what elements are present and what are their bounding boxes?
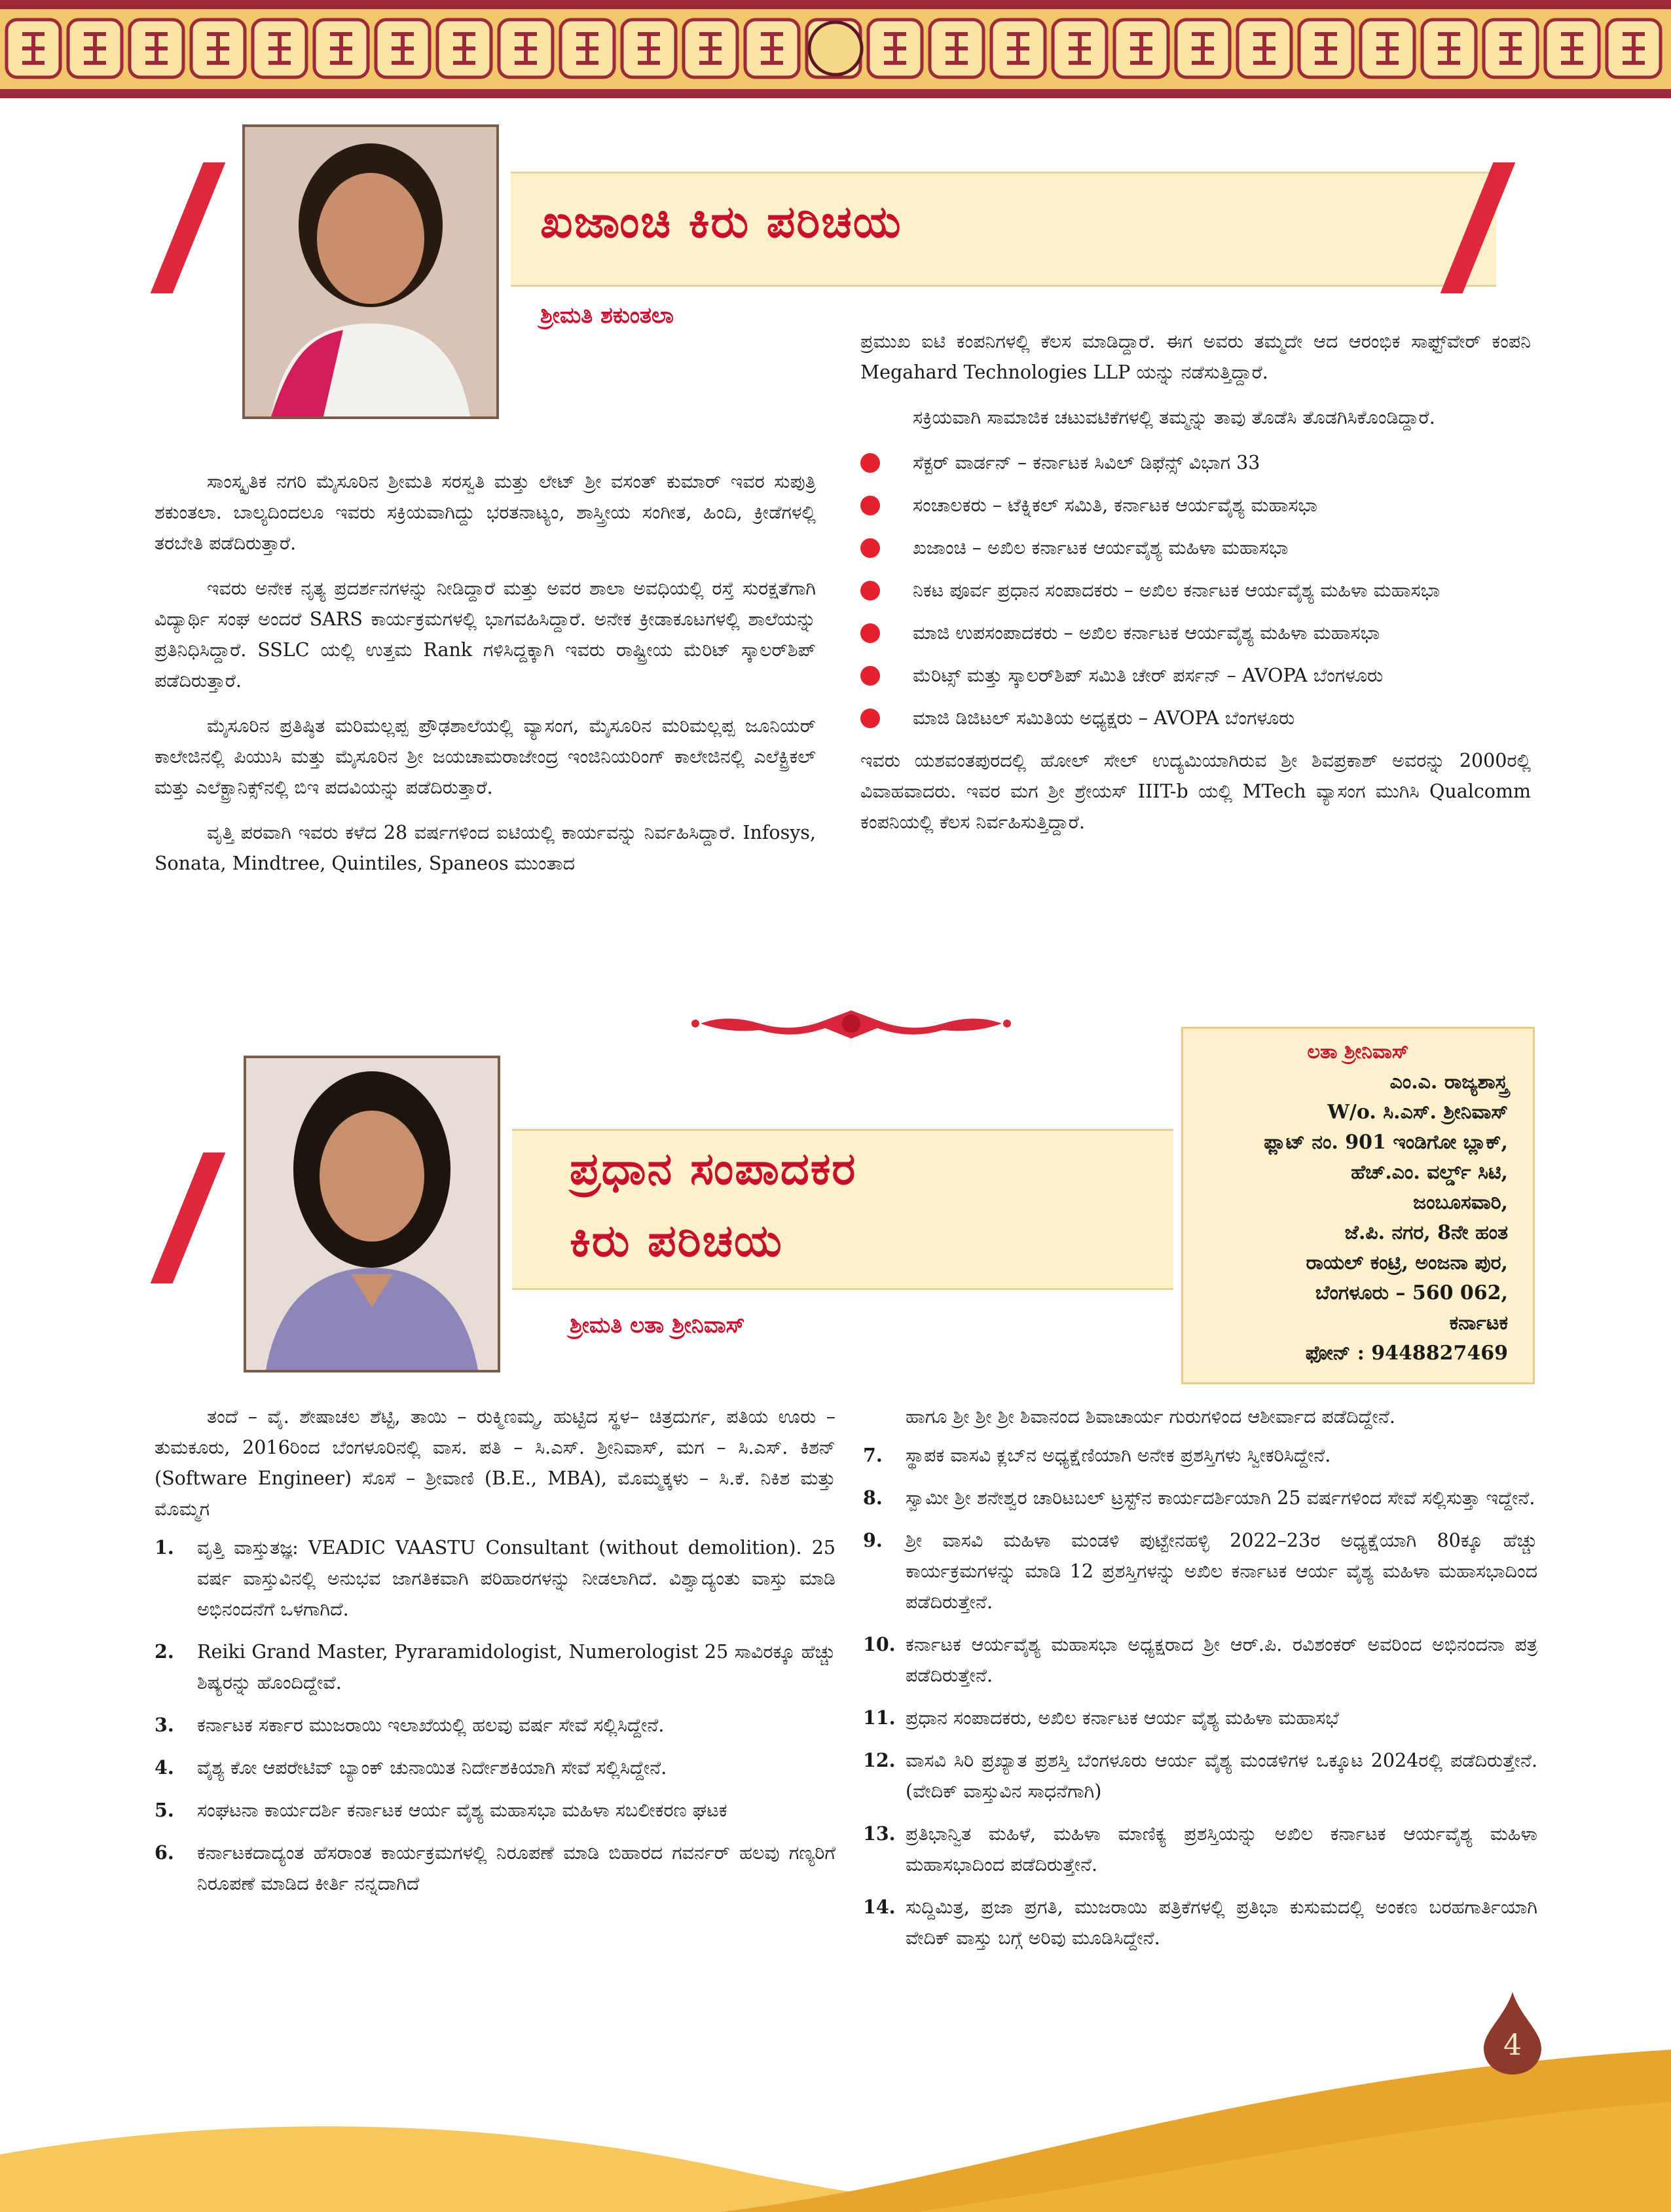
- paragraph: ಇವರು ಅನೇಕ ನೃತ್ಯ ಪ್ರದರ್ಶನಗಳನ್ನು ನೀಡಿದ್ದಾರೆ ಮತ್ತು ಅವರ ಶಾಲಾ ಅವಧಿಯಲ್ಲಿ ರಸ್ತೆ ಸುರಕ್ಷತೆಗಾಗಿ ವಿದ್ಯಾರ್ಥಿ ಸಂಘ ಅಂದರೆ SARS ಕಾರ್ಯಕ್ರಮಗಳಲ್ಲಿ ಭಾಗವಹಿಸಿದ್ದಾರೆ. ಅನೇಕ ಕ್ರೀಡಾಕೂಟಗಳಲ್ಲಿ ಶಾಲೆಯನ್ನು ಪ್ರತಿನಿಧಿಸಿದ್ದಾರೆ. SSLC ಯಲ್ಲಿ ಉತ್ತಮ Rank ಗಳಿಸಿದ್ದಕ್ಕಾಗಿ ಇವರು ರಾಷ್ಟ್ರೀಯ ಮೆರಿಟ್ ಸ್ಕಾಲರ್‌ಶಿಪ್ ಪಡೆದಿರುತ್ತಾರೆ.: [155, 578, 816, 691]
- address-name: ಲತಾ ಶ್ರೀನಿವಾಸ್: [1307, 1041, 1409, 1063]
- bullet-icon: [860, 623, 880, 643]
- border-tile-icon: [1484, 20, 1537, 77]
- bullet-icon: [860, 581, 880, 600]
- list-item: 4. ವೈಶ್ಯ ಕೋ ಆಪರೇಟಿವ್ ಬ್ಯಾಂಕ್ ಚುನಾಯಿತ ನಿರ್ದೇಶಕಿಯಾಗಿ ಸೇವೆ ಸಲ್ಲಿಸಿದ್ದೇನೆ.: [155, 1756, 667, 1779]
- border-tile-icon: [1238, 20, 1291, 77]
- border-tile-icon: [68, 20, 122, 77]
- paragraph: ಸಾಂಸ್ಕೃತಿಕ ನಗರಿ ಮೈಸೂರಿನ ಶ್ರೀಮತಿ ಸರಸ್ವತಿ ಮತ್ತು ಲೇಟ್ ಶ್ರೀ ವಸಂತ್ ಕುಮಾರ್ ಇವರ ಸುಪುತ್ರಿ ಶಕುಂತಲಾ. ಬಾಲ್ಯದಿಂದಲೂ ಇವರು ಸಕ್ರಿಯವಾಗಿದ್ದು ಭರತನಾಟ್ಯಂ, ಶಾಸ್ತ್ರೀಯ ಸಂಗೀತ, ಹಿಂದಿ, ಕ್ರೀಡೆಗಳಲ್ಲಿ ತರಬೇತಿ ಪಡೆದಿರುತ್ತಾರೆ.: [155, 471, 816, 554]
- section1-left-column: [155, 466, 816, 893]
- address-line: ಹೆಚ್.ಎಂ. ವರ್ಲ್ಡ್ ಸಿಟಿ,: [1351, 1161, 1508, 1184]
- border-tile-icon: [7, 20, 60, 77]
- list-item: ಮೆರಿಟ್ಸ್ ಮತ್ತು ಸ್ಕಾಲರ್‌ಶಿಪ್ ಸಮಿತಿ ಚೇರ್ ಪರ್ಸನ್ – AVOPA ಬೆಂಗಳೂರು: [860, 660, 1531, 691]
- list-item: 13. ಪ್ರತಿಭಾನ್ವಿತ ಮಹಿಳೆ, ಮಹಿಳಾ ಮಾಣಿಕ್ಯ ಪ್ರಶಸ್ತಿಯನ್ನು ಅಖಿಲ ಕರ್ನಾಟಕ ಆರ್ಯವೈಶ್ಯ ಮಹಿಳಾ ಮಹಾಸಭಾದಿಂದ ಪಡೆದಿರುತ್ತೇನೆ.: [863, 1822, 1537, 1875]
- closing-paragraph: ಇವರು ಯಶವಂತಪುರದಲ್ಲಿ ಹೋಲ್ ಸೇಲ್ ಉದ್ಯಮಿಯಾಗಿರುವ ಶ್ರೀ ಶಿವಪ್ರಕಾಶ್ ಅವರನ್ನು 2000ರಲ್ಲಿ ವಿವಾಹವಾದರು. ಇವರ ಮಗ ಶ್ರೀ ಶ್ರೇಯಸ್ IIIT-b ಯಲ್ಲಿ MTech ವ್ಯಾಸಂಗ ಮುಗಿಸಿ Qualcomm ಕಂಪನಿಯಲ್ಲಿ ಕೆಲಸ ನಿರ್ವಹಿಸುತ್ತಿದ್ದಾರೆ.: [860, 750, 1531, 833]
- section1-byline: ಶ್ರೀಮತಿ ಶಕುಂತಲಾ: [540, 303, 674, 329]
- border-tile-icon: [622, 20, 676, 77]
- border-tile-icon: [1176, 20, 1230, 77]
- list-item: 2. Reiki Grand Master, Pyraramidologist, Numerologist 25 ಸಾವಿರಕ್ಕೂ ಹೆಚ್ಚು ಶಿಷ್ಯರನ್ನು ಹೊಂದಿದ್ದೇವೆ.: [155, 1640, 836, 1693]
- address-line: ಜೆ.ಪಿ. ನಗರ, 8ನೇ ಹಂತ: [1344, 1221, 1508, 1244]
- pattern-border: [0, 14, 1671, 86]
- border-tile-icon: [253, 20, 306, 77]
- list-item: 12. ವಾಸವಿ ಸಿರಿ ಪ್ರಖ್ಯಾತ ಪ್ರಶಸ್ತಿ ಬೆಂಗಳೂರು ಆರ್ಯ ವೈಶ್ಯ ಮಂಡಳಿಗಳ ಒಕ್ಕೂಟ 2024ರಲ್ಲಿ ಪಡೆದಿರುತ್ತೇನೆ. (ವೇದಿಕ್ ವಾಸ್ತುವಿನ ಸಾಧನೆಗಾಗಿ): [863, 1749, 1537, 1802]
- list-item: ಮಾಜಿ ಉಪಸಂಪಾದಕರು – ಅಖಿಲ ಕರ್ನಾಟಕ ಆರ್ಯವೈಶ್ಯ ಮಹಿಳಾ ಮಹಾಸಭಾ: [860, 618, 1531, 648]
- paragraph: ಸಕ್ರಿಯವಾಗಿ ಸಾಮಾಜಿಕ ಚಟುವಟಿಕೆಗಳಲ್ಲಿ ತಮ್ಮನ್ನು ತಾವು ತೊಡೆಸಿ ತೊಡಗಿಸಿಕೊಂಡಿದ್ದಾರೆ.: [913, 407, 1435, 428]
- list-item: 7. ಸ್ಥಾಪಕ ವಾಸವಿ ಕ್ಲಬ್‌ನ ಅಧ್ಯಕ್ಷೆಣಿಯಾಗಿ ಅನೇಕ ಪ್ರಶಸ್ತಿಗಳು ಸ್ವೀಕರಿಸಿದ್ದೇನೆ.: [863, 1444, 1331, 1466]
- section2-title-line1: ಪ್ರಧಾನ ಸಂಪಾದಕರ: [570, 1143, 857, 1195]
- list-item: 14. ಸುದ್ದಿಮಿತ್ರ, ಪ್ರಜಾ ಪ್ರಗತಿ, ಮುಜರಾಯಿ ಪತ್ರಿಕೆಗಳಲ್ಲಿ ಪ್ರತಿಭಾ ಕುಸುಮದಲ್ಲಿ ಅಂಕಣ ಬರಹಗಾರ್ತಿಯಾಗಿ ವೇದಿಕ್ ವಾಸ್ತು ಬಗ್ಗೆ ಅರಿವು ಮೂಡಿಸಿದ್ದೇನೆ.: [863, 1896, 1537, 1949]
- border-tile-icon: [1299, 20, 1353, 77]
- list-item: ಸೆಕ್ಟರ್ ವಾರ್ಡನ್ – ಕರ್ನಾಟಕ ಸಿವಿಲ್ ಡಿಫೆನ್ಸ್ ವಿಭಾಗ 33: [860, 447, 1531, 478]
- address-box: [1181, 1027, 1535, 1384]
- address-line: ಫ್ಲಾಟ್ ನಂ. 901 ಇಂಡಿಗೋ ಬ್ಲಾಕ್,: [1264, 1131, 1508, 1154]
- border-tile-icon: [991, 20, 1045, 77]
- border-tile-icon: [1114, 20, 1168, 77]
- border-tile-icon: [684, 20, 737, 77]
- shakuntala-photo: [242, 124, 499, 419]
- border-tile-icon: [130, 20, 183, 77]
- list-item: ನಿಕಟ ಪೂರ್ವ ಪ್ರಧಾನ ಸಂಪಾದಕರು – ಅಖಿಲ ಕರ್ನಾಟಕ ಆರ್ಯವೈಶ್ಯ ಮಹಿಳಾ ಮಹಾಸಭಾ: [860, 575, 1531, 606]
- heading-slash-left: [151, 162, 226, 293]
- address-phone: ಫೋನ್ : 9448827469: [1305, 1342, 1508, 1365]
- border-tile-icon: [499, 20, 553, 77]
- list-item: 6. ಕರ್ನಾಟಕದಾದ್ಯಂತ ಹೆಸರಾಂತ ಕಾರ್ಯಕ್ರಮಗಳಲ್ಲಿ ನಿರೂಪಣೆ ಮಾಡಿ ಬಿಹಾರದ ಗವರ್ನರ್ ಹಲವು ಗಣ್ಯರಿಗೆ ನಿರೂಪಣೆ ಮಾಡಿದ ಕೀರ್ತಿ ನನ್ನದಾಗಿದೆ: [155, 1841, 836, 1894]
- section2-left-column: [155, 1401, 836, 1911]
- bullet-icon: [860, 709, 880, 728]
- border-tile-icon: [1422, 20, 1476, 77]
- list-item: ಮಾಜಿ ಡಿಜಿಟಲ್ ಸಮಿತಿಯ ಅಧ್ಯಕ್ಷರು – AVOPA ಬೆಂಗಳೂರು: [860, 703, 1531, 733]
- border-tile-icon: [1361, 20, 1414, 77]
- page-number: 4: [1503, 2029, 1522, 2062]
- address-line: W/o. ಸಿ.ಎಸ್. ಶ್ರೀನಿವಾಸ್: [1327, 1101, 1508, 1124]
- address-line: ಕರ್ನಾಟಕ: [1449, 1312, 1508, 1335]
- continued-text: ಹಾಗೂ ಶ್ರೀ ಶ್ರೀ ಶ್ರೀ ಶಿವಾನಂದ ಶಿವಾಚಾರ್ಯ ಗುರುಗಳಿಂದ ಆಶೀರ್ವಾದ ಪಡೆದಿದ್ದೇನೆ.: [906, 1406, 1395, 1428]
- bullet-icon: [860, 538, 880, 558]
- bullet-icon: [860, 453, 880, 473]
- list-item: 10. ಕರ್ನಾಟಕ ಆರ್ಯವೈಶ್ಯ ಮಹಾಸಭಾ ಅಧ್ಯಕ್ಷರಾದ ಶ್ರೀ ಆರ್.ಪಿ. ರವಿಶಂಕರ್ ಅವರಿಂದ ಅಭಿನಂದನಾ ಪತ್ರ ಪಡೆದಿರುತ್ತೇನೆ.: [863, 1633, 1537, 1686]
- achievements-list-left: [155, 1532, 836, 1899]
- om-emblem-icon: [809, 22, 862, 75]
- border-tile-icon: [1053, 20, 1107, 77]
- list-item: 11. ಪ್ರಧಾನ ಸಂಪಾದಕರು, ಅಖಿಲ ಕರ್ನಾಟಕ ಆರ್ಯ ವೈಶ್ಯ ಮಹಿಳಾ ಮಹಾಸಭೆ: [863, 1706, 1339, 1729]
- address-line: ರಾಯಲ್ ಕಂಟ್ರಿ, ಅಂಜನಾ ಪುರ,: [1306, 1251, 1508, 1274]
- list-item: ಸಂಚಾಲಕರು – ಟೆಕ್ನಿಕಲ್ ಸಮಿತಿ, ಕರ್ನಾಟಕ ಆರ್ಯವೈಶ್ಯ ಮಹಾಸಭಾ: [860, 490, 1531, 521]
- border-tile-icon: [930, 20, 983, 77]
- bullet-icon: [860, 496, 880, 515]
- section2-title-line2: ಕಿರು ಪರಿಚಯ: [570, 1215, 783, 1267]
- section1-right-column: [860, 326, 1531, 852]
- achievements-list-right: [863, 1440, 1537, 1953]
- address-line: ಬೆಂಗಳೂರು – 560 062,: [1315, 1281, 1508, 1304]
- latha-photo: [244, 1056, 500, 1373]
- section2-right-column: [863, 1401, 1537, 1965]
- border-tile-icon: [1607, 20, 1661, 77]
- heading-slash-left: [151, 1152, 226, 1283]
- top-border: [0, 0, 1671, 98]
- border-tile-icon: [376, 20, 430, 77]
- section2-byline: ಶ್ರೀಮತಿ ಲತಾ ಶ್ರೀನಿವಾಸ್: [570, 1312, 745, 1338]
- page-number-badge: [1481, 1991, 1544, 2076]
- paragraph: ವೃತ್ತಿ ಪರವಾಗಿ ಇವರು ಕಳೆದ 28 ವರ್ಷಗಳಿಂದ ಐಟಿಯಲ್ಲಿ ಕಾರ್ಯವನ್ನು ನಿರ್ವಹಿಸಿದ್ದಾರೆ. Infosys, Sonata, Mindtree, Quintiles, Spaneos ಮುಂತಾದ: [155, 822, 816, 874]
- paragraph: ಮೈಸೂರಿನ ಪ್ರತಿಷ್ಠಿತ ಮರಿಮಲ್ಲಪ್ಪ ಪ್ರೌಢಶಾಲೆಯಲ್ಲಿ ವ್ಯಾಸಂಗ, ಮೈಸೂರಿನ ಮರಿಮಲ್ಲಪ್ಪ ಜೂನಿಯರ್ ಕಾಲೇಜಿನಲ್ಲಿ ಪಿಯುಸಿ ಮತ್ತು ಮೈಸೂರಿನ ಶ್ರೀ ಜಯಚಾಮರಾಜೇಂದ್ರ ಇಂಜಿನಿಯರಿಂಗ್ ಕಾಲೇಜಿನಲ್ಲಿ ಎಲೆಕ್ಟ್ರಿಕಲ್ ಮತ್ತು ಎಲೆಕ್ಟ್ರಾನಿಕ್ಸ್‌ನಲ್ಲಿ ಬಿಇ ಪದವಿಯನ್ನು ಪಡೆದಿರುತ್ತಾರೆ.: [155, 715, 816, 798]
- list-item: 9. ಶ್ರೀ ವಾಸವಿ ಮಹಿಳಾ ಮಂಡಳಿ ಪುಟ್ಟೇನಹಳ್ಳಿ 2022–23ರ ಅಧ್ಯಕ್ಷೆಯಾಗಿ 80ಕ್ಕೂ ಹೆಚ್ಚು ಕಾರ್ಯಕ್ರಮಗಳನ್ನು ಮಾಡಿ 12 ಪ್ರಶಸ್ತಿಗಳನ್ನು ಅಖಿಲ ಕರ್ನಾಟಕ ಆರ್ಯ ವೈಶ್ಯ ಮಹಿಳಾ ಮಹಾಸಭಾದಿಂದ ಪಡೆದಿರುತ್ತೇನೆ.: [863, 1529, 1537, 1613]
- border-tile-icon: [1545, 20, 1599, 77]
- bullet-icon: [860, 666, 880, 686]
- border-tile-icon: [191, 20, 245, 77]
- ornament-divider-icon: [688, 1001, 1015, 1046]
- border-tile-icon: [560, 20, 614, 77]
- list-item: 3. ಕರ್ನಾಟಕ ಸರ್ಕಾರ ಮುಜರಾಯಿ ಇಲಾಖೆಯಲ್ಲಿ ಹಲವು ವರ್ಷ ಸೇವೆ ಸಲ್ಲಿಸಿದ್ದೇನೆ.: [155, 1714, 665, 1736]
- intro-paragraph: ತಂದೆ – ವೈ. ಶೇಷಾಚಲ ಶೆಟ್ಟಿ, ತಾಯಿ – ರುಕ್ಮಿಣಮ್ಮ, ಹುಟ್ಟಿದ ಸ್ಥಳ– ಚಿತ್ರದುರ್ಗ, ಪತಿಯ ಊರು – ತುಮಕೂರು, 2016ರಿಂದ ಬೆಂಗಳೂರಿನಲ್ಲಿ ವಾಸ. ಪತಿ – ಸಿ.ಎಸ್. ಶ್ರೀನಿವಾಸ್, ಮಗ – ಸಿ.ಎಸ್. ಕಿಶನ್ (Software Engineer) ಸೊಸೆ – ಶ್ರೀವಾಣಿ (B.E., MBA), ಮೊಮ್ಮಕ್ಕಳು – ಸಿ.ಕೆ. ನಿಕಿಶ ಮತ್ತು ಮೊಮ್ಮಗ: [155, 1406, 836, 1520]
- roles-list: [860, 447, 1531, 733]
- paragraph: ಪ್ರಮುಖ ಐಟಿ ಕಂಪನಿಗಳಲ್ಲಿ ಕೆಲಸ ಮಾಡಿದ್ದಾರೆ. ಈಗ ಅವರು ತಮ್ಮದೇ ಆದ ಆರಂಭಿಕ ಸಾಫ್ಟ್‌ವೇರ್ ಕಂಪನಿ Megahard Technologies LLP ಯನ್ನು ನಡೆಸುತ್ತಿದ್ದಾರೆ.: [860, 331, 1531, 383]
- border-tile-icon: [868, 20, 922, 77]
- border-tile-icon: [745, 20, 799, 77]
- list-item: 1. ವೃತ್ತಿ ವಾಸ್ತುತಜ್ಞ: VEADIC VAASTU Consultant (without demolition). 25 ವರ್ಷ ವಾಸ್ತುವಿನಲ್ಲಿ ಅನುಭವ ಜಾಗತಿಕವಾಗಿ ಪರಿಹಾರಗಳನ್ನು ನೀಡಲಾಗಿದೆ. ವಿಶ್ವಾದ್ಯಂತು ವಾಸ್ತು ಮಾಡಿ ಅಭಿನಂದನೆಗೆ ಒಳಗಾಗಿದೆ.: [155, 1536, 836, 1620]
- section1-title: ಖಜಾಂಚಿ ಕಿರು ಪರಿಚಯ: [540, 196, 902, 248]
- list-item: 5. ಸಂಘಟನಾ ಕಾರ್ಯದರ್ಶಿ ಕರ್ನಾಟಕ ಆರ್ಯ ವೈಶ್ಯ ಮಹಾಸಭಾ ಮಹಿಳಾ ಸಬಲೀಕರಣ ಘಟಕ: [155, 1799, 727, 1821]
- address-line: ಎಂ.ಎ. ರಾಜ್ಯಶಾಸ್ತ್ರ: [1389, 1071, 1508, 1094]
- footer-wave: [0, 2023, 1671, 2212]
- list-item: ಖಜಾಂಚಿ – ಅಖಿಲ ಕರ್ನಾಟಕ ಆರ್ಯವೈಶ್ಯ ಮಹಿಳಾ ಮಹಾಸಭಾ: [860, 532, 1531, 563]
- border-tile-icon: [437, 20, 491, 77]
- border-tile-icon: [314, 20, 368, 77]
- address-line: ಜಂಬೂಸವಾರಿ,: [1413, 1191, 1508, 1214]
- list-item: 8. ಸ್ವಾಮೀ ಶ್ರೀ ಶನೇಶ್ವರ ಚಾರಿಟಬಲ್ ಟ್ರಸ್ಟ್‌ನ ಕಾರ್ಯದರ್ಶಿಯಾಗಿ 25 ವರ್ಷಗಳಿಂದ ಸೇವೆ ಸಲ್ಲಿಸುತ್ತಾ ಇದ್ದೇನೆ.: [863, 1486, 1535, 1509]
